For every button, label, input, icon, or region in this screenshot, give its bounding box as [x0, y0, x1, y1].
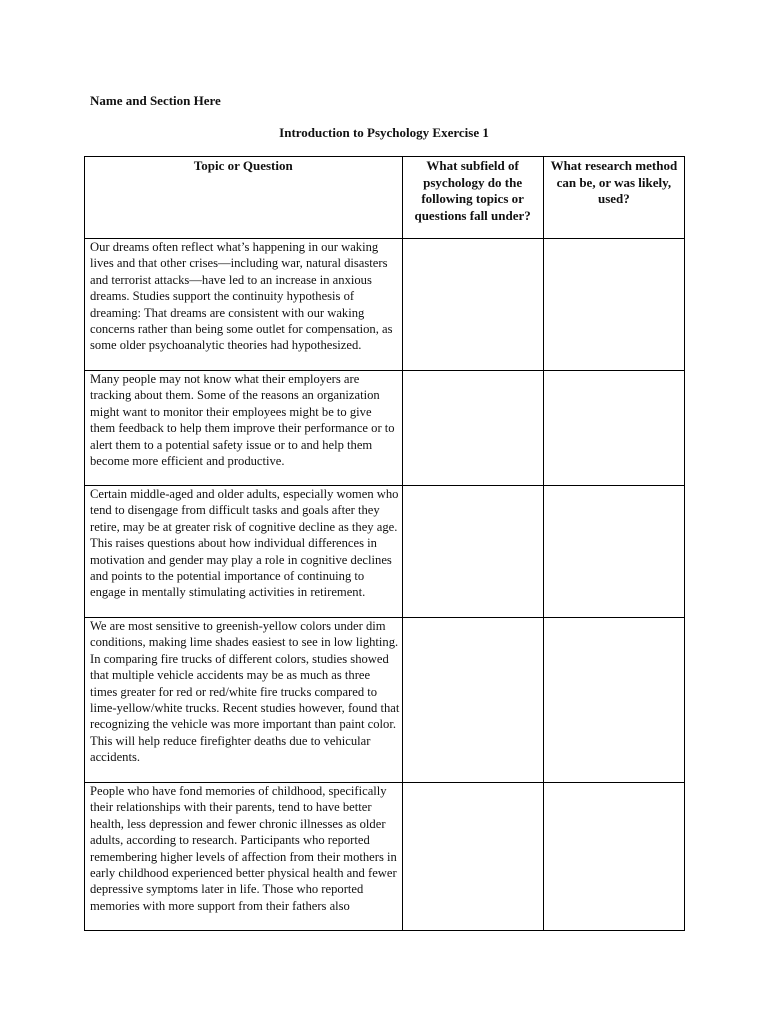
- subfield-answer-cell[interactable]: [402, 239, 543, 371]
- name-and-section[interactable]: Name and Section Here: [90, 93, 221, 108]
- header-subfield: What subfield of psychology do the following topics or questions fall under?: [402, 157, 543, 239]
- method-answer-cell[interactable]: [543, 239, 684, 371]
- subfield-answer-cell[interactable]: [402, 618, 543, 783]
- header-topic: Topic or Question: [85, 157, 403, 239]
- topic-cell: [85, 371, 403, 486]
- table-row: [85, 239, 685, 371]
- table-row: [85, 371, 685, 486]
- topic-text: Our dreams often reflect what’s happening in our waking lives and that other crises—including war, natural disasters and terrorist attacks—have led to an increase in anxious dreams. Studies support the continuity hypothesis of dreaming: That dreams are consistent with our waking concerns rather than being some outlet for compensation, as some older psychoanalytic theories had hypothesized.: [90, 240, 393, 353]
- header-method: What research method can be, or was likely, used?: [543, 157, 684, 239]
- topic-cell: [85, 486, 403, 618]
- subfield-answer-cell[interactable]: [402, 371, 543, 486]
- table-row: [85, 783, 685, 931]
- table-header-row: [85, 157, 685, 239]
- topic-text: We are most sensitive to greenish-yellow colors under dim conditions, making lime shades easiest to see in low lighting. In comparing fire trucks of different colors, studies showed that multiple vehicle accidents may be as much as three times greater for red or red/white fire trucks compared to lime-yellow/white trucks. Recent studies however, found that recognizing the vehicle was more important than paint color. This will help reduce firefighter deaths due to vehicular accidents.: [90, 619, 400, 765]
- subfield-answer-cell[interactable]: [402, 783, 543, 931]
- method-answer-cell[interactable]: [543, 371, 684, 486]
- table-row: [85, 486, 685, 618]
- method-answer-cell[interactable]: [543, 486, 684, 618]
- method-answer-cell[interactable]: [543, 783, 684, 931]
- topic-cell: [85, 783, 403, 931]
- exercise-table: [84, 156, 685, 931]
- topic-cell: [85, 618, 403, 783]
- table-row: [85, 618, 685, 783]
- topic-text: People who have fond memories of childhood, specifically their relationships with their parents, tend to have better health, less depression and fewer chronic illnesses as older adults, according to research. Participants who reported remembering higher levels of affection from their mothers in early childhood experienced better physical health and fewer depressive symptoms later in life. Those who reported memories with more support from their fathers also: [90, 784, 397, 913]
- subfield-answer-cell[interactable]: [402, 486, 543, 618]
- topic-text: Many people may not know what their employers are tracking about them. Some of the reasons an organization might want to monitor their employees might be to give them feedback to help them improve their performance or to alert them to a potential safety issue or to and help them become more efficient and productive.: [90, 372, 395, 469]
- document-title: Introduction to Psychology Exercise 1: [279, 125, 489, 140]
- topic-cell: [85, 239, 403, 371]
- topic-text: Certain middle-aged and older adults, especially women who tend to disengage from difficult tasks and goals after they retire, may be at greater risk of cognitive decline as they age. This raises questions about how individual differences in motivation and gender may play a role in cognitive declines and points to the potential importance of continuing to engage in mentally stimulating activities in retirement.: [90, 487, 399, 600]
- method-answer-cell[interactable]: [543, 618, 684, 783]
